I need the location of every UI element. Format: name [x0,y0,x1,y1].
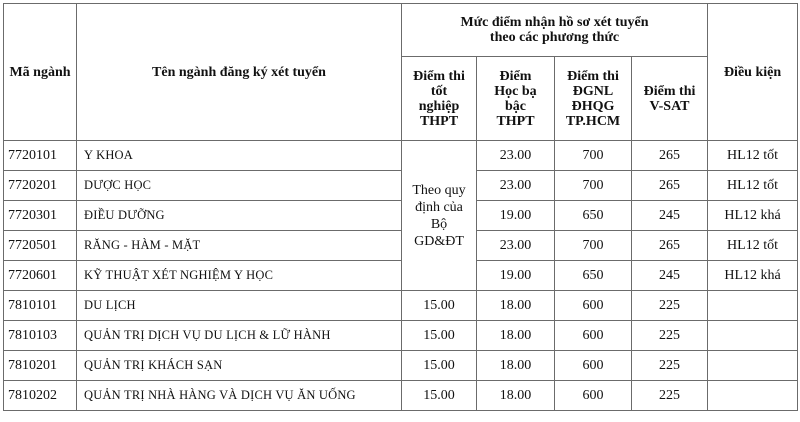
row-thpt: 15.00 [402,321,477,351]
row-name: QUẢN TRỊ DỊCH VỤ DU LỊCH & LỮ HÀNH [77,321,402,351]
row-code: 7720101 [4,141,77,171]
row-condition: HL12 khá [708,201,798,231]
table-row [4,321,798,351]
row-condition: HL12 tốt [708,141,798,171]
row-thpt: 15.00 [402,381,477,411]
row-condition [708,321,798,351]
row-condition [708,291,798,321]
table-row [4,291,798,321]
row-dgnl: 600 [555,351,632,381]
table-row [4,141,798,171]
row-dgnl: 600 [555,291,632,321]
row-dgnl: 600 [555,381,632,411]
row-name: DƯỢC HỌC [77,171,402,201]
row-condition: HL12 tốt [708,231,798,261]
table-row [4,201,798,231]
row-vsat: 225 [632,381,708,411]
row-dgnl: 650 [555,261,632,291]
row-dgnl: 700 [555,141,632,171]
row-hoc-ba: 19.00 [477,261,555,291]
row-dgnl: 700 [555,231,632,261]
row-name: RĂNG - HÀM - MẶT [77,231,402,261]
row-hoc-ba: 23.00 [477,231,555,261]
row-name: Y KHOA [77,141,402,171]
row-code: 7810201 [4,351,77,381]
merged-thpt-cell: Theo quy định của Bộ GD&ĐT [402,141,477,291]
header-muc-diem: Mức điểm nhận hồ sơ xét tuyển theo các phương thức [402,4,708,57]
row-hoc-ba: 23.00 [477,171,555,201]
row-name: KỸ THUẬT XÉT NGHIỆM Y HỌC [77,261,402,291]
row-name: DU LỊCH [77,291,402,321]
row-vsat: 245 [632,201,708,231]
table-row [4,261,798,291]
row-vsat: 245 [632,261,708,291]
row-code: 7720201 [4,171,77,201]
row-condition: HL12 khá [708,261,798,291]
row-hoc-ba: 18.00 [477,351,555,381]
header-dgnl: Điểm thi ĐGNL ĐHQG TP.HCM [555,57,632,141]
header-thpt: Điểm thi tốt nghiệp THPT [402,57,477,141]
row-hoc-ba: 18.00 [477,381,555,411]
table-row [4,381,798,411]
admission-score-table [3,3,798,411]
header-vsat: Điểm thi V-SAT [632,57,708,141]
row-vsat: 225 [632,291,708,321]
header-dieu-kien: Điều kiện [708,4,798,141]
row-name: ĐIỀU DƯỠNG [77,201,402,231]
row-thpt: 15.00 [402,351,477,381]
row-dgnl: 700 [555,171,632,201]
row-vsat: 265 [632,141,708,171]
row-code: 7810202 [4,381,77,411]
row-name: QUẢN TRỊ KHÁCH SẠN [77,351,402,381]
row-dgnl: 650 [555,201,632,231]
row-code: 7720601 [4,261,77,291]
row-vsat: 265 [632,231,708,261]
row-condition [708,351,798,381]
table-row [4,171,798,201]
row-name: QUẢN TRỊ NHÀ HÀNG VÀ DỊCH VỤ ĂN UỐNG [77,381,402,411]
row-dgnl: 600 [555,321,632,351]
table-row [4,231,798,261]
row-condition: HL12 tốt [708,171,798,201]
row-hoc-ba: 18.00 [477,321,555,351]
row-code: 7720301 [4,201,77,231]
row-thpt: 15.00 [402,291,477,321]
row-code: 7810101 [4,291,77,321]
header-ma-nganh: Mã ngành [4,4,77,141]
row-code: 7810103 [4,321,77,351]
row-hoc-ba: 23.00 [477,141,555,171]
row-code: 7720501 [4,231,77,261]
row-hoc-ba: 19.00 [477,201,555,231]
row-vsat: 225 [632,321,708,351]
header-hoc-ba: Điểm Học bạ bậc THPT [477,57,555,141]
table-row [4,351,798,381]
row-hoc-ba: 18.00 [477,291,555,321]
header-ten-nganh: Tên ngành đăng ký xét tuyển [77,4,402,141]
row-vsat: 225 [632,351,708,381]
row-vsat: 265 [632,171,708,201]
row-condition [708,381,798,411]
